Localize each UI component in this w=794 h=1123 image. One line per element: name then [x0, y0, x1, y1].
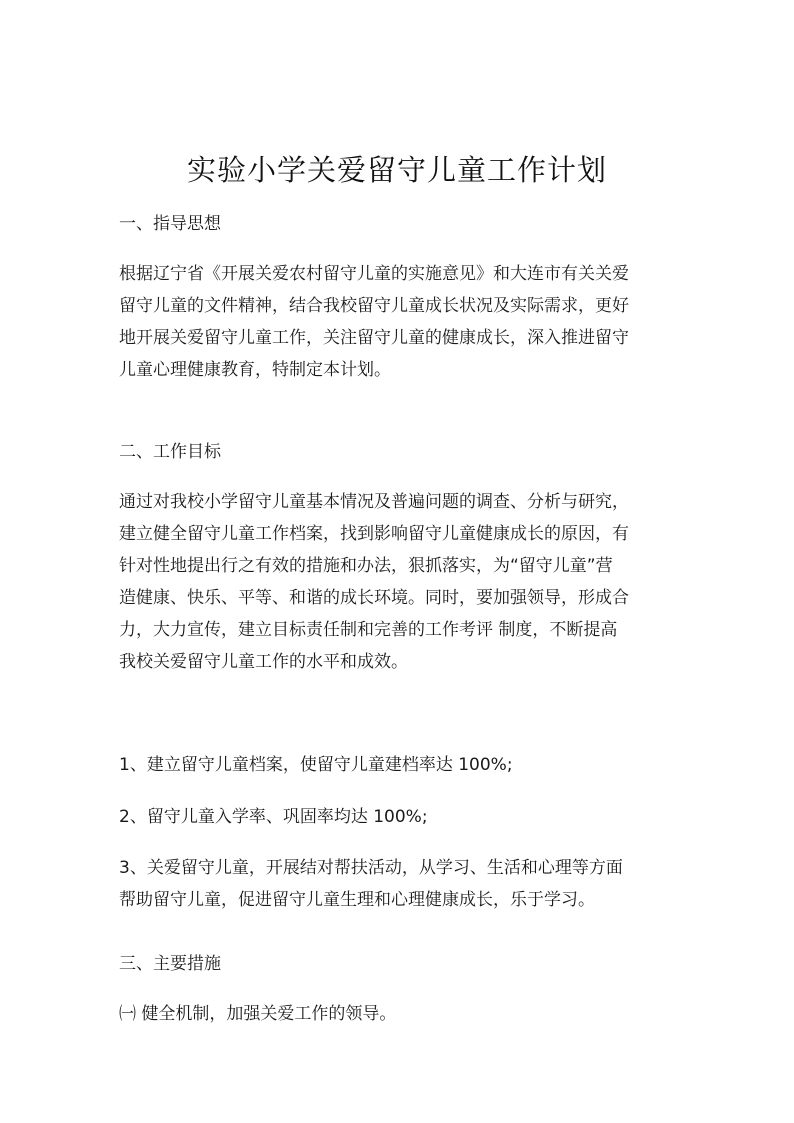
paragraph-line: 我校关爱留守儿童工作的水平和成效。	[119, 652, 408, 672]
paragraph-line: 针对性地提出行之有效的措施和办法，狠抓落实，为“留守儿童”营	[119, 556, 613, 576]
paragraph-line: 地开展关爱留守儿童工作，关注留守儿童的健康成长，深入推进留守	[119, 328, 629, 348]
paragraph-line: 儿童心理健康教育，特制定本计划。	[119, 360, 391, 380]
goal-item-2: 2、留守儿童入学率、巩固率均达 100%;	[119, 807, 428, 827]
goal-item-1: 1、建立留守儿童档案，使留守儿童建档率达 100%;	[119, 755, 513, 775]
paragraph-line: 根据辽宁省《开展关爱农村留守儿童的实施意见》和大连市有关关爱	[119, 264, 629, 284]
paragraph-line: 力，大力宣传，建立目标责任制和完善的工作考评 制度，不断提高	[119, 620, 618, 640]
goal-item-3	[119, 852, 679, 916]
section-heading-guiding-ideology: 一、指导思想	[119, 214, 221, 234]
section-heading-work-goals: 二、工作目标	[119, 442, 221, 462]
paragraph-line: 帮助留守儿童，促进留守儿童生理和心理健康成长，乐于学习。	[119, 890, 595, 910]
paragraph-guiding-ideology	[119, 258, 679, 386]
paragraph-line: 通过对我校小学留守儿童基本情况及普遍问题的调查、分析与研究，	[119, 492, 629, 512]
paragraph-work-goals	[119, 486, 679, 678]
paragraph-line: 造健康、快乐、平等、和谐的成长环境。同时，要加强领导，形成合	[119, 588, 629, 608]
section-heading-main-measures: 三、主要措施	[119, 954, 221, 974]
measure-item-1: ㈠ 健全机制，加强关爱工作的领导。	[119, 1004, 397, 1024]
paragraph-line: 留守儿童的文件精神，结合我校留守儿童成长状况及实际需求，更好	[119, 296, 629, 316]
paragraph-line: 3、关爱留守儿童，开展结对帮扶活动，从学习、生活和心理等方面	[119, 858, 623, 878]
paragraph-line: 建立健全留守儿童工作档案，找到影响留守儿童健康成长的原因，有	[119, 524, 629, 544]
document-title: 实验小学关爱留守儿童工作计划	[186, 153, 607, 187]
